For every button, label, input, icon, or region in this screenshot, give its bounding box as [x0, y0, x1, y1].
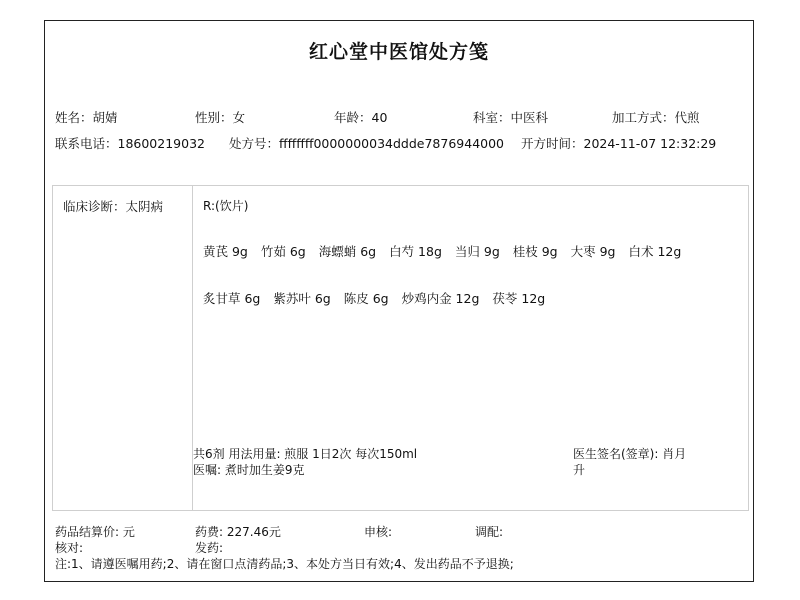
settlement-price: 药品结算价: 元 — [55, 525, 135, 539]
usage-block — [193, 446, 417, 478]
prescription-number: 处方号：ffffffff0000000034ddde7876944000 — [229, 136, 505, 151]
usage-dosage: 共6剂 用法用量: 煎服 1日2次 每次150ml — [193, 447, 418, 461]
drug-fee: 药费: 227.46元 — [195, 525, 281, 539]
patient-phone: 联系电话：18600219032 — [55, 136, 205, 151]
issue-field: 发药: — [195, 541, 224, 555]
herb-item: 当归 9g — [454, 244, 500, 259]
herb-item: 海螵蛸 6g — [318, 244, 377, 259]
herb-item: 陈皮 6g — [343, 291, 389, 306]
herb-item: 竹茹 6g — [260, 244, 306, 259]
herb-item: 炙甘草 6g — [203, 291, 261, 306]
herb-item: 紫苏叶 6g — [273, 291, 331, 306]
rx-header: R:(饮片) — [203, 199, 249, 213]
herb-list-line-1 — [203, 242, 690, 260]
doctor-signature: 医生签名(签章): 肖月升 — [573, 447, 687, 477]
herb-item: 茯苓 12g — [492, 291, 546, 306]
department: 科室：中医科 — [473, 110, 549, 125]
prescription-sheet — [44, 20, 754, 582]
prescription-time: 开方时间：2024-11-07 12:32:29 — [521, 136, 717, 151]
note-text: 注:1、请遵医嘱用药;2、请在窗口点清药品;3、本处方当日有效;4、发出药品不予退换; — [55, 557, 514, 571]
herb-item: 炒鸡内金 12g — [401, 291, 480, 306]
herb-item: 桂枝 9g — [512, 244, 558, 259]
doctor-advice: 医嘱: 煮时加生姜9克 — [193, 463, 305, 477]
patient-age: 年龄：40 — [334, 110, 388, 125]
herb-item: 白术 12g — [628, 244, 682, 259]
review-field: 申核: — [364, 525, 393, 539]
processing-method: 加工方式：代煎 — [612, 110, 700, 125]
patient-gender: 性别：女 — [195, 110, 246, 125]
herb-item: 大枣 9g — [570, 244, 616, 259]
herb-item: 黄芪 9g — [203, 244, 248, 259]
check-field: 核对: — [55, 541, 84, 555]
herb-list-line-2 — [203, 289, 554, 307]
herb-item: 白芍 18g — [389, 244, 442, 259]
prescription-box — [52, 185, 749, 511]
dispense-field: 调配: — [475, 525, 504, 539]
document-title: 红心堂中医馆处方笺 — [308, 41, 489, 63]
clinical-diagnosis: 临床诊断：太阴病 — [63, 199, 164, 214]
patient-name: 姓名：胡婧 — [55, 110, 118, 125]
